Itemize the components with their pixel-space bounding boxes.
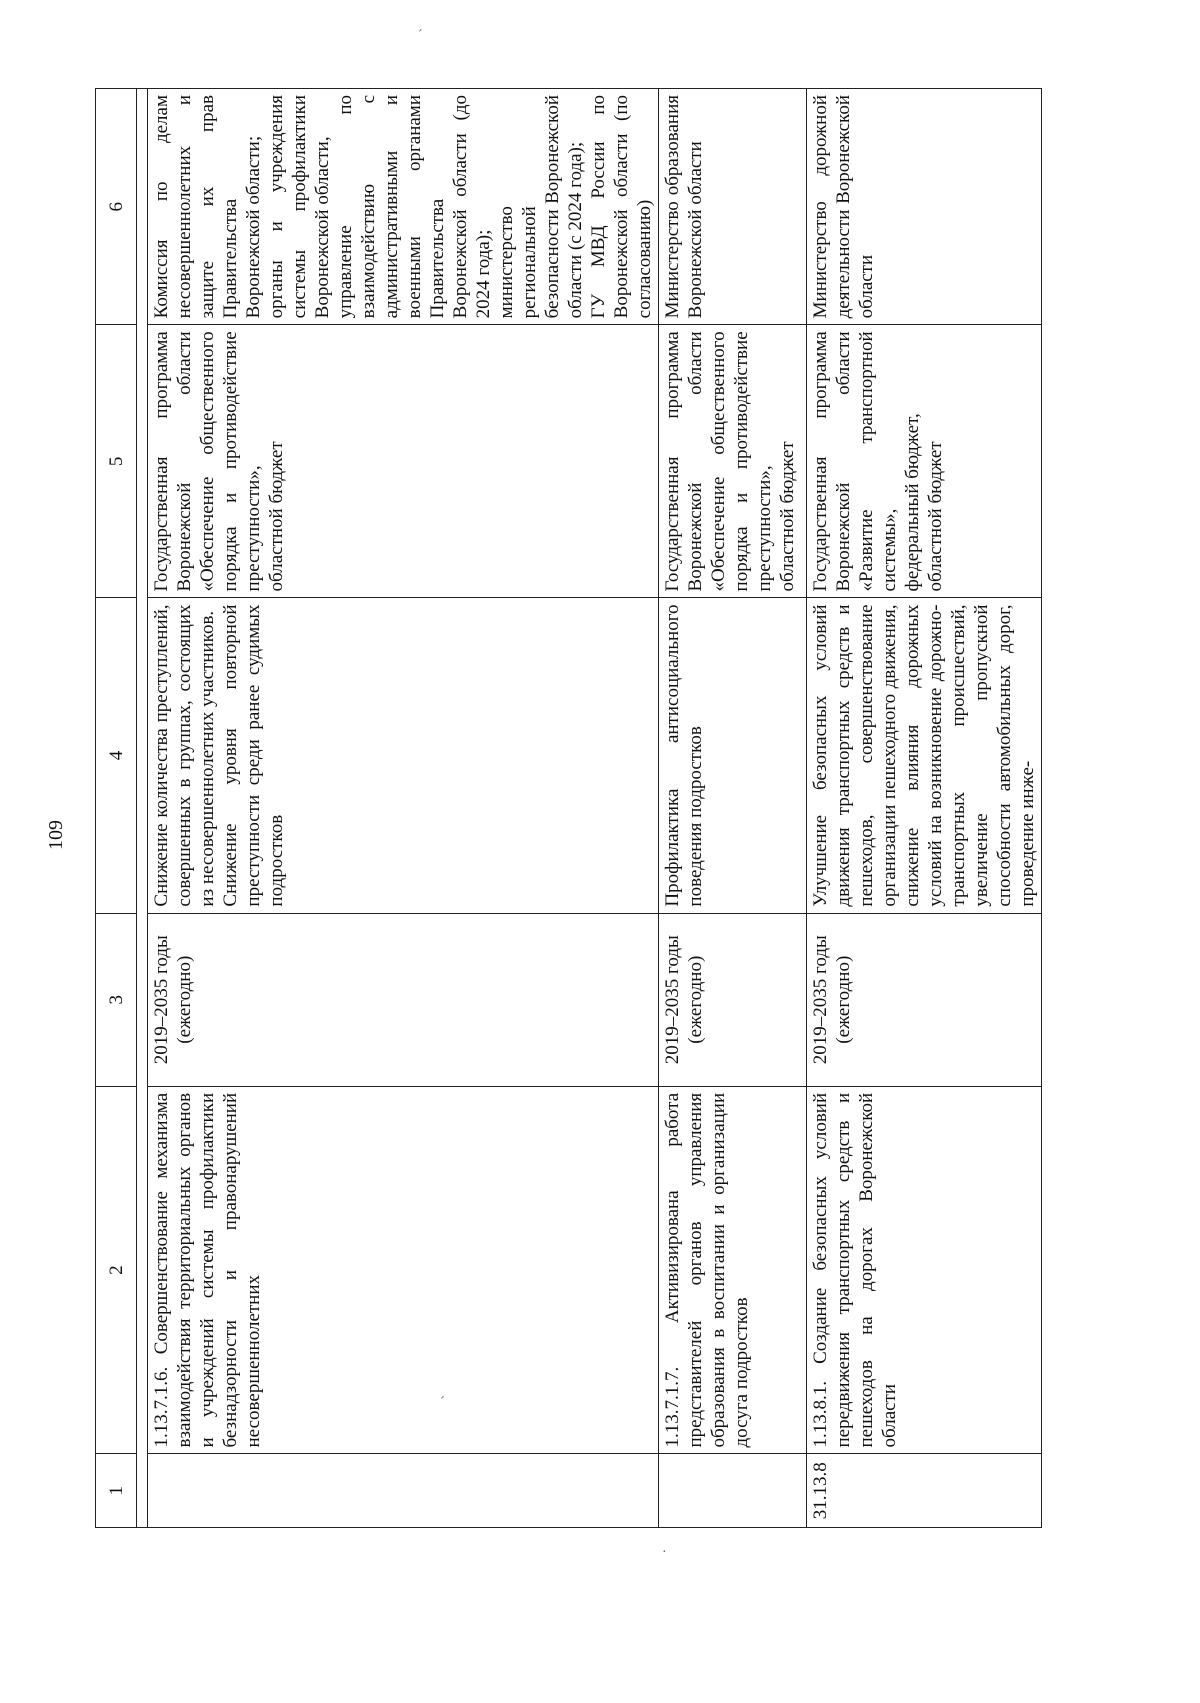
table-row [659,89,807,1528]
rotated-table-container [95,88,1075,1528]
program-cell: Государственная программа Воронежской области «Обеспечение общественного порядка и противодействие преступности», областной бюджет [148,325,659,598]
table-row [148,89,659,1528]
measure-cell: 1.13.7.1.7. Активизирована работа представителей органов управления образования в воспитании и организации досуга подростков [659,1086,807,1454]
result-cell: Улучшение безопасных условий движения транспортных средств и пешеходов, совершенствование организации пешеходного движения, снижение влияния дорожных условий на возникновение дорожно-транспортных происшествий, увеличение пропускной способности автомобильных дорог, проведение инже- [807,598,1042,913]
header-cell: 3 [96,913,137,1086]
period-cell: 2019–2035 годы (ежегодно) [807,913,1042,1086]
header-cell: 2 [96,1086,137,1454]
responsible-cell: Комиссия по делам несовершеннолетних и защите их прав Правительства Воронежской области; органы и учреждения системы профилактики Воронежской области, управление по взаимодействию с административными и военными органами Правительства Воронежской области (до 2024 года); министерство региональной безопасности Воронежской области (с 2024 года); ГУ МВД России по Воронежской области (по согласованию) [148,89,659,325]
result-cell: Профилактика антисоциального поведения подростков [659,598,807,913]
table-row [807,89,1042,1528]
measure-cell: 1.13.7.1.6. Совершенствование механизма взаимодействия территориальных органов и учреждений системы профилактики безнадзорности и правонарушений несовершеннолетних [148,1086,659,1454]
table-header-row [96,89,137,1528]
header-cell: 1 [96,1454,137,1528]
header-cell: 4 [96,598,137,913]
period-cell: 2019–2035 годы (ежегодно) [659,913,807,1086]
scan-speck: ˊ [440,1395,445,1410]
row-number-cell [659,1454,807,1528]
program-cell: Государственная программа Воронежской области «Обеспечение общественного порядка и противодействие преступности», областной бюджет [659,325,807,598]
measure-cell: 1.13.8.1. Создание безопасных условий передвижения транспортных средств и пешеходов на дорогах Воронежской области [807,1086,1042,1454]
responsible-cell: Министерство образования Воронежской области [659,89,807,325]
row-number-cell: 31.13.8 [807,1454,1042,1528]
program-cell: Государственная программа Воронежской области «Развитие транспортной системы», федеральный бюджет, областной бюджет [807,325,1042,598]
table-spacer-row [137,89,148,1528]
result-cell: Снижение количества преступлений, совершенных в группах, состоящих из несовершеннолетних участников. Снижение уровня повторной преступности среди ранее судимых подростков [148,598,659,913]
header-cell: 6 [96,89,137,325]
page-number: 109 [45,820,67,850]
measures-table [95,88,1042,1528]
row-number-cell [148,1454,659,1528]
header-cell: 5 [96,325,137,598]
scan-speck: · [662,1545,667,1560]
responsible-cell: Министерство дорожной деятельности Воронежской области [807,89,1042,325]
scan-speck: ˊ [418,28,423,43]
period-cell: 2019–2035 годы (ежегодно) [148,913,659,1086]
